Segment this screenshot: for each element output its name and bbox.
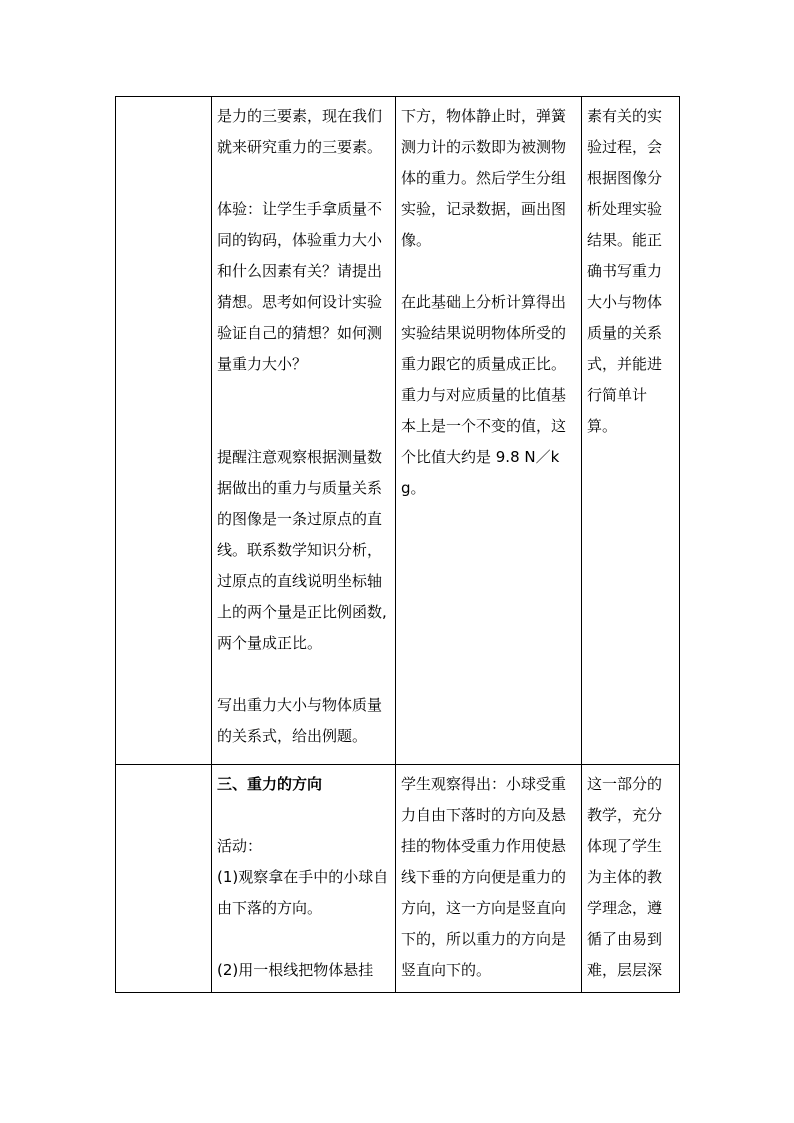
teacher-paragraph: (1)观察拿在手中的小球自由下落的方向。 xyxy=(217,868,389,917)
student-paragraph: 学生观察得出：小球受重力自由下落时的方向及悬挂的物体受重力作用使悬线下垂的方向便是重力的方向，这一方向是竖直向下的，所以重力的方向是竖直向下的。 xyxy=(401,775,567,979)
teacher-paragraph: 是力的三要素，现在我们就来研究重力的三要素。 xyxy=(217,107,383,156)
teacher-paragraph: 提醒注意观察根据测量数据做出的重力与质量关系的图像是一条过原点的直线。联系数学知识分析，过原点的直线说明坐标轴上的两个量是正比例函数,两个量成正比。 xyxy=(217,448,387,652)
teacher-paragraph: 活动： xyxy=(217,837,263,855)
student-paragraph: 下方，物体静止时，弹簧测力计的示数即为被测物体的重力。然后学生分组实验，记录数据，画出图像。 xyxy=(401,107,567,249)
student-paragraph: 在此基础上分析计算得出实验结果说明物体所受的重力跟它的质量成正比。重力与对应质量的比值基本上是一个不变的值，这个比值大约是 9.8 N／kg。 xyxy=(401,293,567,497)
teacher-activity-cell xyxy=(212,765,396,993)
teacher-activity-cell xyxy=(212,97,396,765)
teacher-paragraph: (2)用一根线把物体悬挂 xyxy=(217,961,374,979)
student-activity-cell xyxy=(396,765,582,993)
teacher-paragraph: 写出重力大小与物体质量的关系式，给出例题。 xyxy=(217,696,383,745)
stage-cell xyxy=(116,97,212,765)
design-intent-cell xyxy=(582,765,680,993)
intent-paragraph: 素有关的实验过程，会根据图像分析处理实验结果。能正确书写重力大小与物体质量的关系式，并能进行简单计算。 xyxy=(587,107,663,435)
lesson-plan-table xyxy=(115,96,680,993)
stage-cell xyxy=(116,765,212,993)
student-activity-cell xyxy=(396,97,582,765)
table-row xyxy=(116,97,680,765)
teacher-paragraph: 体验：让学生手拿质量不同的钩码，体验重力大小和什么因素有关？请提出猜想。思考如何设计实验验证自己的猜想？如何测量重力大小？ xyxy=(217,200,383,373)
intent-paragraph: 这一部分的教学，充分体现了学生为主体的教学理念，遵循了由易到难，层层深 xyxy=(587,775,663,979)
design-intent-cell xyxy=(582,97,680,765)
table-row xyxy=(116,765,680,993)
section-heading: 三、重力的方向 xyxy=(217,775,323,793)
